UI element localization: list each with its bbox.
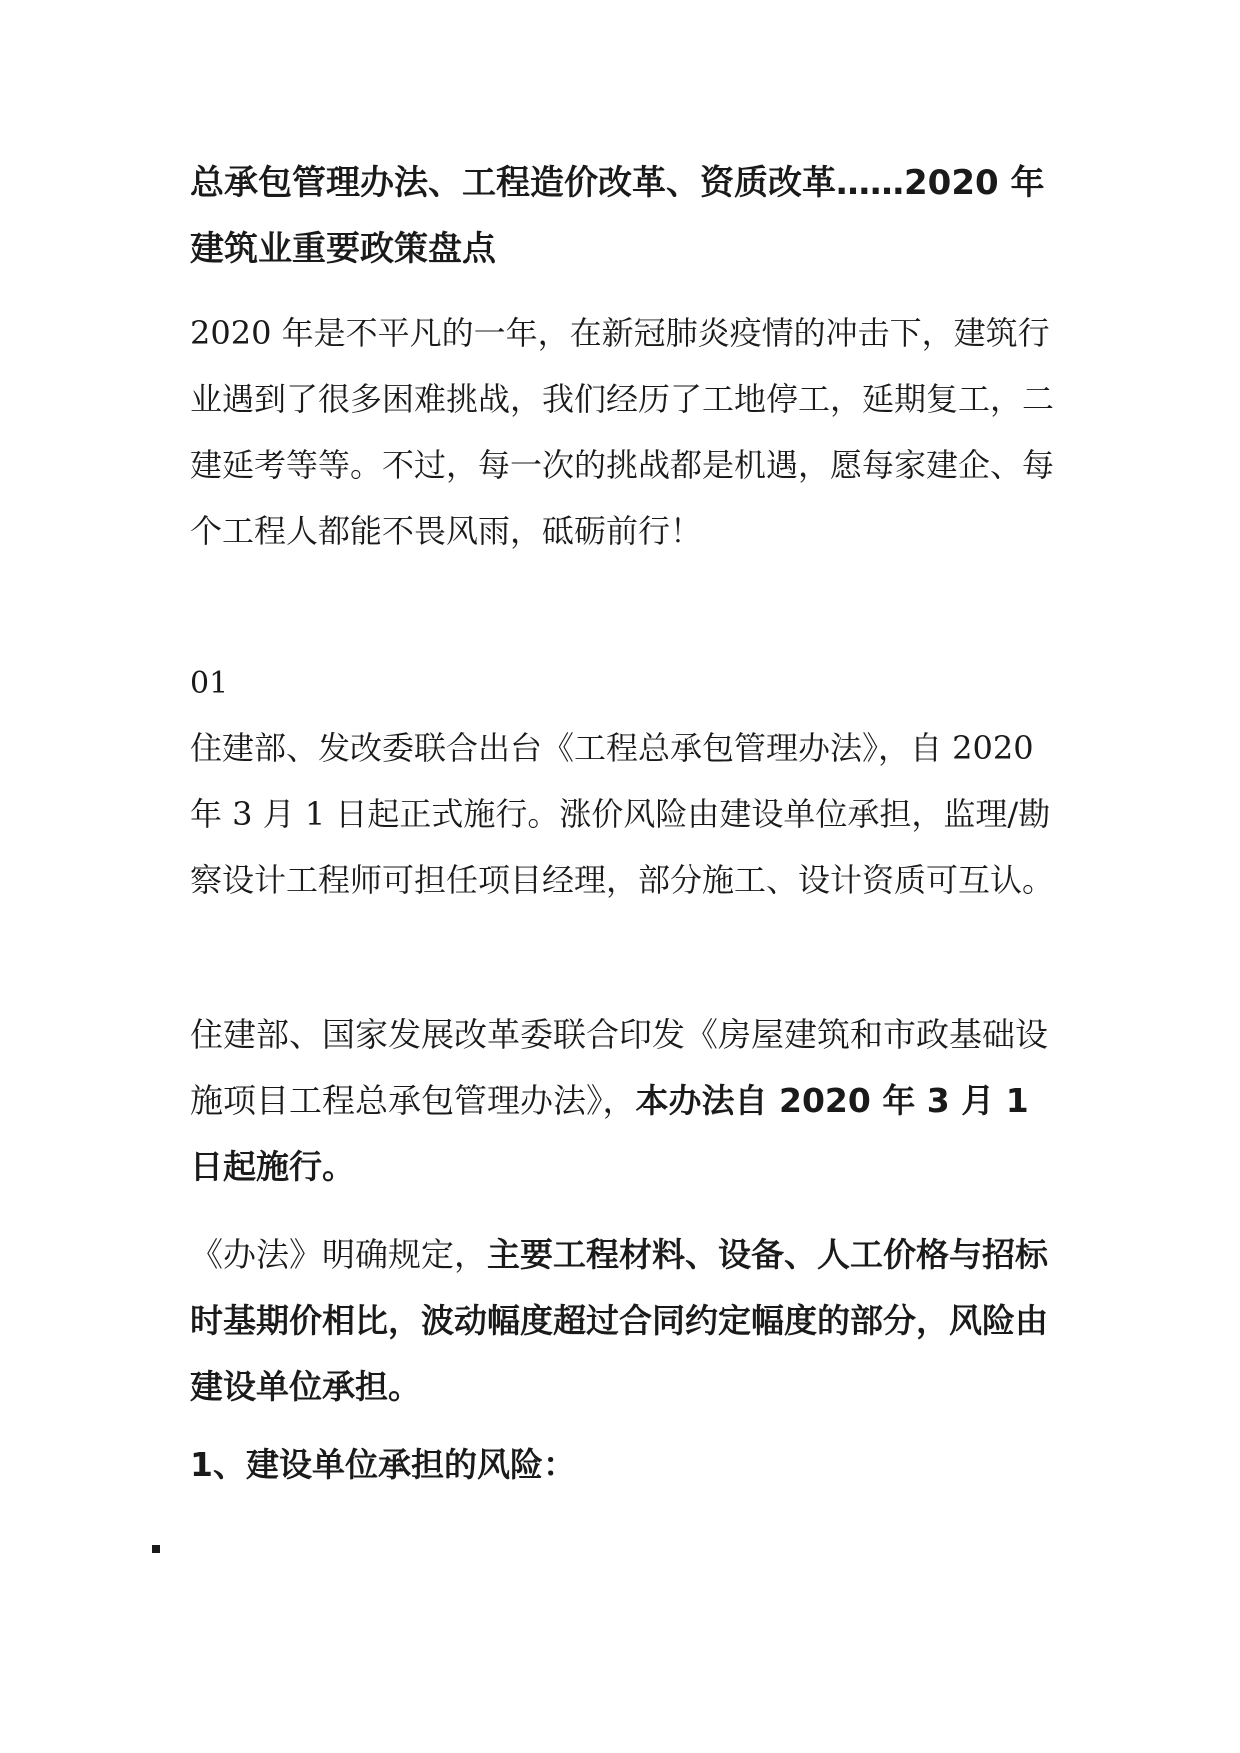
risk-paragraph-emphasis: 主要工程材料、设备、人工价格与招标时基期价相比，波动幅度超过合同约定幅度的部分，风险由建设单位承担。: [190, 1235, 1048, 1406]
risk-paragraph-lead: 《办法》明确规定，: [190, 1235, 487, 1274]
policy-paragraph-text: 住建部、国家发展改革委联合印发《房屋建筑和市政基础设施项目工程总承包管理办法》，: [190, 1015, 1048, 1120]
intro-paragraph: 2020 年是不平凡的一年，在新冠肺炎疫情的冲击下，建筑行业遇到了很多困难挑战，我们经历了工地停工，延期复工，二建延考等等。不过，每一次的挑战都是机遇，愿每家建企、每个工程人都能不畏风雨，砥砺前行！: [190, 314, 1055, 550]
bullet-dot-icon: [152, 1545, 160, 1553]
effective-date-text: 本办法自 2020 年 3 月 1 日起施行。: [190, 1081, 1029, 1186]
section-number: 01: [190, 666, 229, 701]
policy-paragraph: [190, 1002, 1060, 1200]
subheading-owner-risks: 1、建设单位承担的风险：: [190, 1445, 576, 1484]
risk-paragraph: [190, 1222, 1050, 1420]
document-title: 总承包管理办法、工程造价改革、资质改革……2020 年建筑业重要政策盘点: [190, 163, 1045, 269]
section-summary: 住建部、发改委联合出台《工程总承包管理办法》，自 2020 年 3 月 1 日起正式施行。涨价风险由建设单位承担，监理/勘察设计工程师可担任项目经理，部分施工、设计资质可互认。: [190, 729, 1055, 899]
